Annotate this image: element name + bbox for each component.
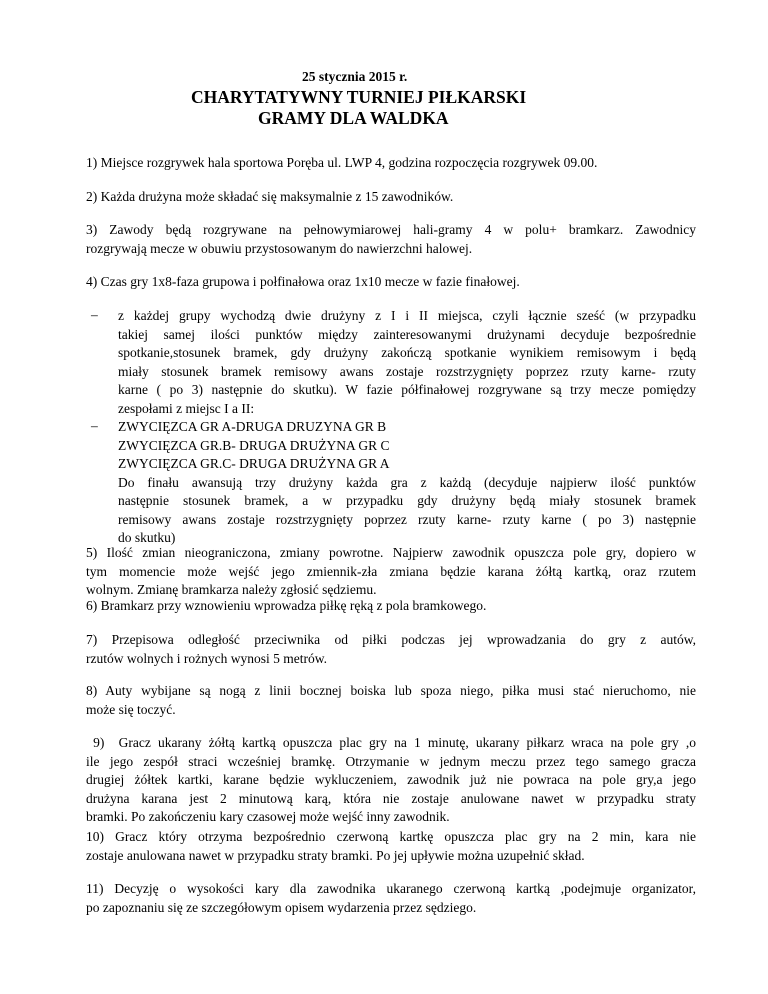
rule-8-line: może się toczyć. <box>86 701 176 717</box>
rule-5-line: tym momencie może wejść jego zmiennik-zła zmiana będzie karana żółtą kartką, oraz rzutem <box>86 563 696 579</box>
rule-10 <box>86 828 696 865</box>
bullet-line: z każdej grupy wychodzą dwie drużyny z I i II miejsca, czyli łącznie sześć (w przypadku <box>118 308 696 323</box>
rule-6 <box>86 597 696 616</box>
rule-10-line: 10) Gracz który otrzyma bezpośrednio czerwoną kartkę opuszcza plac gry na 2 min, kara nie <box>86 829 696 844</box>
rule-7 <box>86 631 696 668</box>
rule-2-text: 2) Każda drużyna może składać się maksymalnie z 15 zawodników. <box>86 189 454 204</box>
rule-9-line: bramki. Po zakończeniu kary czasowej może wejść inny zawodnik. <box>86 809 450 824</box>
rule-6-text: 6) Bramkarz przy wznowieniu wprowadza piłkę ręką z pola bramkowego. <box>86 598 487 613</box>
bullet-item-semifinals <box>118 418 696 548</box>
rule-3-line: rozgrywają mecze w obuwiu przystosowanym do nawierzchni halowej. <box>86 240 473 256</box>
bullet-line: następnie stosunek bramek, a w przypadku gdy drużyny będą miały stosunek bramek <box>118 493 696 508</box>
rule-9-line: 9) Gracz ukarany żółtą kartką opuszcza plac gry na 1 minutę, ukarany piłkarz wraca na pole gry ,o <box>86 735 696 750</box>
bullet-line: do skutku) <box>118 530 176 545</box>
bullet-dash: – <box>91 418 98 433</box>
bullet-line: zespołami z miejsc I a II: <box>118 400 255 416</box>
rule-5-line: 5) Ilość zmian nieograniczona, zmiany powrotne. Najpierw zawodnik opuszcza pole gry, dopiero w <box>86 545 696 560</box>
bullet-line: spotkanie,stosunek bramek, gdy drużyny zakończą spotkanie wynikiem remisowym i będą <box>118 345 696 360</box>
rule-7-line: rzutów wolnych i rożnych wynosi 5 metrów. <box>86 650 327 666</box>
bullet-line: karne ( po 3) następnie do skutku). W fazie półfinałowej rozgrywane są trzy mecze pomiędzy <box>118 382 696 397</box>
document-date: 25 stycznia 2015 r. <box>302 69 408 84</box>
rule-5 <box>86 544 696 600</box>
bullet-line: ZWYCIĘZCA GR A-DRUGA DRUZYNA GR B <box>118 419 387 434</box>
document-title: CHARYTATYWNY TURNIEJ PIŁKARSKI <box>191 87 527 107</box>
rule-4 <box>86 273 696 292</box>
rule-11-line: po zapoznaniu się ze szczegółowym opisem wydarzenia przez sędziego. <box>86 899 477 915</box>
rule-5-line: wolnym. Zmianę bramkarza należy zgłosić sędziemu. <box>86 582 377 597</box>
rule-1-text: 1) Miejsce rozgrywek hala sportowa Poręba ul. LWP 4, godzina rozpoczęcia rozgrywek 09.00. <box>86 155 598 170</box>
bullet-line: ZWYCIĘZCA GR.B- DRUGA DRUŻYNA GR C <box>118 437 390 453</box>
rule-7-line: 7) Przepisowa odległość przeciwnika od piłki podczas jej wprowadzania do gry z autów, <box>86 632 696 647</box>
rule-11 <box>86 880 696 917</box>
rule-4-text: 4) Czas gry 1x8-faza grupowa i połfinałowa oraz 1x10 mecze w fazie finałowej. <box>86 274 520 289</box>
document-subtitle: GRAMY DLA WALDKA <box>258 108 449 128</box>
bullet-line: remisowy awans zostaje rozstrzygnięty poprzez rzuty karne- rzuty karne ( po 3) następnie <box>118 511 696 527</box>
bullet-dash: – <box>91 307 98 322</box>
bullet-line: Do finału awansują trzy drużyny każda gra z każdą (decyduje najpierw ilość punktów <box>118 474 696 490</box>
bullet-item-qualification <box>118 307 696 418</box>
bullet-line: takiej samej ilości punktów między zainteresowanymi drużynami decyduje bezpośrednie <box>118 326 696 342</box>
rule-11-line: 11) Decyzję o wysokości kary dla zawodnika ukaranego czerwoną kartką ,podejmuje organizator, <box>86 881 696 896</box>
bullet-line: miały stosunek bramek remisowy awans zostaje rozstrzygnięty poprzez rzuty karne- rzuty <box>118 363 696 379</box>
rule-8-line: 8) Auty wybijane są nogą z linii bocznej boiska lub spoza niego, piłka musi stać nieruchomo, nie <box>86 683 696 698</box>
rule-9 <box>86 734 696 827</box>
bullet-line: ZWYCIĘZCA GR.C- DRUGA DRUŻYNA GR A <box>118 456 390 471</box>
rule-8 <box>86 682 696 719</box>
rule-9-line: drugiej żółtek kartki, karane będzie wykluczeniem, zawodnik już nie powraca na pole gry,a jego <box>86 772 696 787</box>
rule-9-line: ile jego zespół straci wcześniej bramkę. Otrzymanie w jednym meczu przez tego samego gracza <box>86 753 696 769</box>
rule-3 <box>86 221 696 258</box>
rule-9-line: drużyna karana jest 2 minutową karą, która nie zostaje anulowane nawet w przypadku straty <box>86 790 696 806</box>
rule-1 <box>86 154 696 173</box>
rule-2 <box>86 188 696 207</box>
rule-3-line: 3) Zawody będą rozgrywane na pełnowymiarowej hali-gramy 4 w polu+ bramkarz. Zawodnicy <box>86 222 696 237</box>
rule-10-line: zostaje anulowana nawet w przypadku straty bramki. Po jej upływie można uzupełnić skład. <box>86 847 585 863</box>
